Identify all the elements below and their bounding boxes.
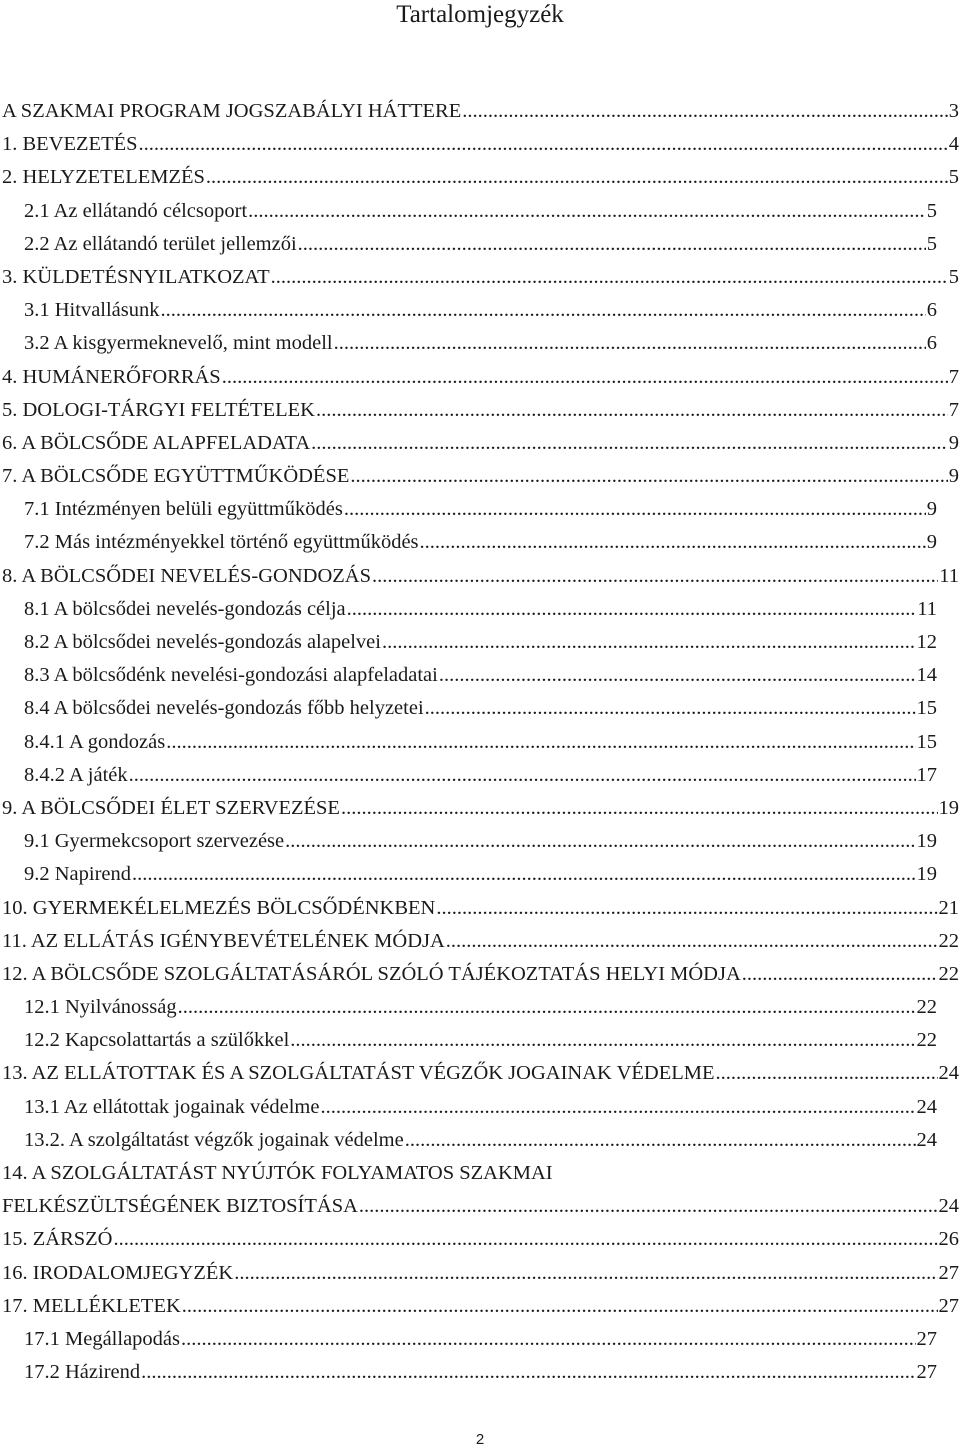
toc-entry[interactable] [2, 1024, 959, 1057]
toc-entry[interactable] [2, 991, 959, 1024]
toc-entry-label: 3. KÜLDETÉSNYILATKOZAT [2, 261, 271, 294]
toc-entry-page: 19 [916, 863, 937, 886]
toc-entry[interactable] [2, 394, 959, 427]
toc-entry-page: 7 [948, 398, 959, 421]
toc-entry[interactable] [2, 195, 959, 228]
toc-entry[interactable] [2, 427, 959, 460]
toc-entry-page: 9 [948, 431, 959, 454]
toc-entry-page: 3 [948, 100, 959, 122]
toc-dot-leader [129, 759, 916, 792]
toc-entry-page: 9 [948, 465, 959, 488]
toc-entry-page: 26 [938, 1228, 959, 1251]
toc-entry-label: 13.1 Az ellátottak jogainak védelme [24, 1091, 320, 1124]
toc-entry-label: 3.2 A kisgyermeknevelő, mint modell [24, 327, 334, 360]
toc-entry-label: 5. DOLOGI-TÁRGYI FELTÉTELEK [2, 394, 316, 427]
toc-entry-page: 27 [938, 1294, 959, 1317]
toc-entry[interactable] [2, 526, 959, 559]
toc-entry-page: 22 [938, 929, 959, 952]
toc-entry[interactable] [2, 128, 959, 161]
toc-entry-label: 12.1 Nyilvánosság [24, 991, 178, 1024]
toc-entry[interactable] [2, 892, 959, 925]
toc-entry-page: 22 [916, 996, 937, 1019]
toc-entry[interactable] [2, 228, 959, 261]
toc-entry-page: 15 [916, 697, 937, 720]
toc-entry-label: 7. A BÖLCSŐDE EGYÜTTMŰKÖDÉSE [2, 460, 350, 493]
toc-entry-label: 13. AZ ELLÁTOTTAK ÉS A SZOLGÁLTATÁST VÉGZŐK JOGAINAK VÉDELME [2, 1057, 716, 1090]
toc-entry[interactable] [2, 792, 959, 825]
toc-entry[interactable] [2, 361, 959, 394]
toc-entry-label: 4. HUMÁNERŐFORRÁS [2, 361, 222, 394]
toc-dot-leader [716, 1057, 938, 1090]
toc-dot-leader [234, 1257, 937, 1290]
toc-entry-label: 2.1 Az ellátandó célcsoport [24, 195, 248, 228]
toc-entry-page: 24 [916, 1095, 937, 1118]
toc-entry[interactable] [2, 958, 959, 991]
toc-entry-page: 5 [926, 232, 937, 255]
toc-entry-page: 22 [938, 962, 959, 985]
toc-entry-page: 5 [926, 199, 937, 222]
toc-entry-page: 24 [916, 1128, 937, 1151]
toc-entry[interactable] [2, 925, 959, 958]
toc-entry-label: 17.2 Házirend [24, 1356, 141, 1389]
toc-entry-page: 27 [916, 1361, 937, 1384]
toc-entry-label: 8. A BÖLCSŐDEI NEVELÉS-GONDOZÁS [2, 560, 372, 593]
toc-entry[interactable] [2, 460, 959, 493]
toc-entry[interactable] [2, 161, 959, 194]
toc-entry-label: 14. A SZOLGÁLTATÁST NYÚJTÓK FOLYAMATOS SZAKMAI [2, 1162, 553, 1184]
toc-dot-leader [436, 892, 937, 925]
toc-entry-label: 15. ZÁRSZÓ [2, 1223, 113, 1256]
toc-dot-leader [742, 958, 938, 991]
toc-dot-leader [166, 726, 915, 759]
toc-dot-leader [139, 128, 948, 161]
toc-dot-leader [285, 825, 915, 858]
toc-entry[interactable] [2, 626, 959, 659]
toc-entry-label: 8.4.2 A játék [24, 759, 129, 792]
toc-dot-leader [298, 228, 926, 261]
toc-entry-page: 19 [938, 796, 959, 819]
toc-dot-leader [405, 1124, 916, 1157]
toc-dot-leader [334, 327, 926, 360]
toc-entry-label: 9.2 Napirend [24, 858, 132, 891]
toc-dot-leader [382, 626, 916, 659]
toc-dot-leader [420, 526, 926, 559]
toc-entry-label: 2.2 Az ellátandó terület jellemzői [24, 228, 298, 261]
toc-entry-page: 5 [948, 265, 959, 288]
toc-entry-page: 22 [916, 1029, 937, 1052]
toc-entry[interactable] [2, 1091, 959, 1124]
toc-entry-page: 6 [926, 299, 937, 322]
page-title: Tartalomjegyzék [396, 1, 564, 28]
toc-entry-label: 3.1 Hitvallásunk [24, 294, 161, 327]
toc-entry-label: 16. IRODALOMJEGYZÉK [2, 1257, 234, 1290]
toc-entry-page: 9 [926, 498, 937, 521]
toc-dot-leader [290, 1024, 915, 1057]
toc-entry-page: 12 [916, 631, 937, 653]
toc-entry[interactable] [2, 560, 959, 593]
toc-entry-label: 10. GYERMEKÉLELMEZÉS BÖLCSŐDÉNKBEN [2, 892, 436, 925]
toc-dot-leader [446, 925, 938, 958]
toc-dot-leader [311, 427, 948, 460]
toc-entry[interactable] [2, 327, 959, 360]
toc-entry-label: 13.2. A szolgáltatást végzők jogainak védelme [24, 1124, 405, 1157]
toc-dot-leader [222, 361, 948, 394]
toc-entry-page: 6 [926, 332, 937, 355]
toc-entry[interactable] [2, 1223, 959, 1256]
toc-entry-label-continued: FELKÉSZÜLTSÉGÉNEK BIZTOSÍTÁSA [2, 1190, 359, 1223]
toc-entry-page: 4 [948, 133, 959, 156]
toc-entry-label: 8.4 A bölcsődei nevelés-gondozás főbb helyzetei [24, 692, 425, 725]
toc-dot-leader [341, 792, 938, 825]
toc-entry-page: 11 [939, 564, 959, 587]
toc-dot-leader [359, 1190, 938, 1223]
toc-entry-label: 8.3 A bölcsődénk nevelési-gondozási alapfeladatai [24, 659, 439, 692]
toc-entry[interactable] [2, 1290, 959, 1323]
toc-dot-leader [316, 394, 948, 427]
toc-dot-leader [161, 294, 926, 327]
toc-entry-label: A SZAKMAI PROGRAM JOGSZABÁLYI HÁTTERE [2, 95, 462, 128]
toc-entry[interactable] [2, 659, 959, 692]
toc-entry-label: 9. A BÖLCSŐDEI ÉLET SZERVEZÉSE [2, 792, 341, 825]
toc-entry[interactable] [2, 593, 959, 626]
toc-entry[interactable] [2, 692, 959, 725]
toc-dot-leader [132, 858, 915, 891]
toc-entry-page: 27 [916, 1327, 937, 1350]
toc-entry-page: 9 [926, 531, 937, 554]
toc-entry[interactable] [2, 294, 959, 327]
toc-dot-leader [347, 593, 917, 626]
toc-entry[interactable] [2, 1124, 959, 1157]
toc-dot-leader [206, 161, 948, 194]
toc-entry-label: 17. MELLÉKLETEK [2, 1290, 182, 1323]
toc-entry-label: 6. A BÖLCSŐDE ALAPFELADATA [2, 427, 311, 460]
toc-entry-page: 17 [916, 763, 937, 786]
toc-dot-leader [113, 1223, 937, 1256]
toc-entry-page: 19 [916, 830, 937, 853]
toc-entry[interactable] [2, 1323, 959, 1356]
toc-dot-leader [181, 1323, 916, 1356]
toc-dot-leader [271, 261, 948, 294]
toc-dot-leader [320, 1091, 915, 1124]
toc-entry-page: 15 [916, 730, 937, 753]
toc-entry-label: 8.2 A bölcsődei nevelés-gondozás alapelvei [24, 626, 382, 659]
toc-entry-page: 14 [916, 664, 937, 687]
toc-entry[interactable] [2, 726, 959, 759]
toc-entry[interactable] [2, 825, 959, 858]
table-of-contents [2, 95, 959, 1389]
toc-entry-page: 27 [938, 1261, 959, 1284]
toc-entry-label: 17.1 Megállapodás [24, 1323, 181, 1356]
toc-entry-page: 21 [938, 896, 959, 919]
toc-entry-label: 12. A BÖLCSŐDE SZOLGÁLTATÁSÁRÓL SZÓLÓ TÁJÉKOZTATÁS HELYI MÓDJA [2, 958, 742, 991]
toc-dot-leader [344, 493, 926, 526]
toc-entry-label: 12.2 Kapcsolattartás a szülőkkel [24, 1024, 290, 1057]
toc-entry[interactable] [2, 1157, 959, 1223]
toc-entry[interactable] [2, 1057, 959, 1090]
toc-dot-leader [425, 692, 916, 725]
toc-entry-label: 7.1 Intézményen belüli együttműködés [24, 493, 344, 526]
toc-entry[interactable] [2, 95, 959, 128]
toc-dot-leader [439, 659, 916, 692]
toc-entry-page: 24 [938, 1062, 959, 1085]
toc-entry-page: 5 [948, 166, 959, 189]
toc-dot-leader [178, 991, 916, 1024]
toc-entry-page: 24 [938, 1195, 959, 1218]
toc-entry[interactable] [2, 261, 959, 294]
toc-entry-label: 8.1 A bölcsődei nevelés-gondozás célja [24, 593, 347, 626]
toc-entry-page: 11 [917, 597, 937, 620]
page-number: 2 [475, 1431, 485, 1448]
toc-entry[interactable] [2, 858, 959, 891]
toc-entry-label: 1. BEVEZETÉS [2, 128, 139, 161]
toc-entry-label: 11. AZ ELLÁTÁS IGÉNYBEVÉTELÉNEK MÓDJA [2, 925, 446, 958]
toc-entry-label: 8.4.1 A gondozás [24, 726, 166, 759]
toc-entry-page: 7 [948, 365, 959, 388]
toc-entry[interactable] [2, 1257, 959, 1290]
toc-entry-label: 2. HELYZETELEMZÉS [2, 161, 206, 194]
toc-dot-leader [248, 195, 926, 228]
toc-entry[interactable] [2, 1356, 959, 1389]
toc-dot-leader [372, 560, 938, 593]
toc-dot-leader [182, 1290, 938, 1323]
toc-dot-leader [462, 95, 948, 128]
toc-dot-leader [141, 1356, 915, 1389]
toc-entry-label: 7.2 Más intézményekkel történő együttműködés [24, 526, 420, 559]
toc-entry[interactable] [2, 759, 959, 792]
toc-dot-leader [350, 460, 947, 493]
toc-entry[interactable] [2, 493, 959, 526]
toc-entry-label: 9.1 Gyermekcsoport szervezése [24, 825, 285, 858]
